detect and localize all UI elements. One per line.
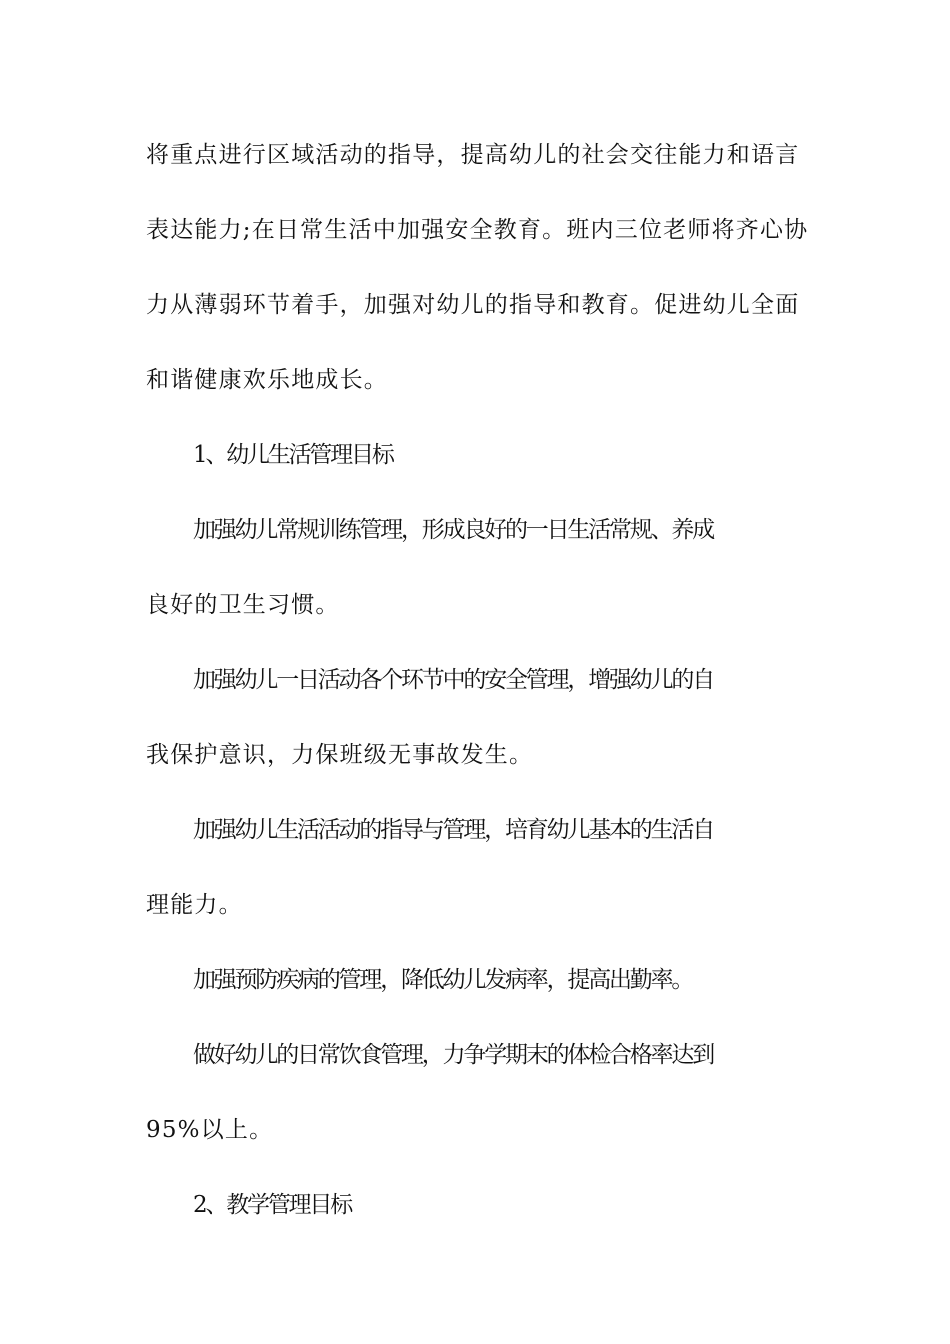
text-line: 理能力。	[146, 892, 243, 918]
text-line: 力从薄弱环节着手，加强对幼儿的指导和教育。促进幼儿全面	[146, 292, 800, 318]
text-line: 将重点进行区域活动的指导，提高幼儿的社会交往能力和语言	[146, 142, 800, 168]
text-line: 95%以上。	[146, 1117, 274, 1143]
text-line: 我保护意识，力保班级无事故发生。	[146, 742, 534, 768]
section-heading: 1、幼儿生活管理目标	[193, 442, 393, 468]
text-line: 良好的卫生习惯。	[146, 592, 340, 618]
section-heading: 2、教学管理目标	[193, 1192, 352, 1218]
text-line: 做好幼儿的日常饮食管理，力争学期末的体检合格率达到	[193, 1042, 714, 1068]
text-line: 和谐健康欢乐地成长。	[146, 367, 388, 393]
text-line: 加强幼儿常规训练管理，形成良好的一日生活常规、养成	[193, 517, 714, 543]
text-line: 加强预防疾病的管理，降低幼儿发病率，提高出勤率。	[193, 967, 693, 993]
text-line: 加强幼儿一日活动各个环节中的安全管理，增强幼儿的自	[193, 667, 714, 693]
text-line: 加强幼儿生活活动的指导与管理，培育幼儿基本的生活自	[193, 817, 714, 843]
text-line: 表达能力;在日常生活中加强安全教育。班内三位老师将齐心协	[146, 217, 809, 243]
